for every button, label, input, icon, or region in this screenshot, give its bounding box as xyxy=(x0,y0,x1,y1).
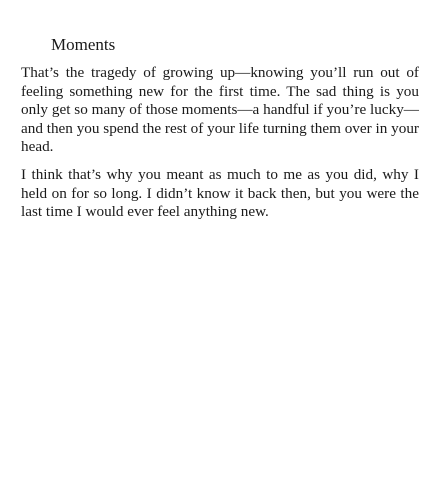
paragraph-2: I think that’s why you meant as much to me as you did, why I held on for so long. I didn’t know it back then, but you were the last time I would ever feel anything new. xyxy=(21,165,419,221)
page-title: Moments xyxy=(51,35,116,54)
body-text xyxy=(21,64,419,231)
paragraph-1: That’s the tragedy of growing up—knowing you’ll run out of feeling something new for the first time. The sad thing is you only get so many of those moments—a handful if you’re lucky—and then you spend the rest of your life turning them over in your head. xyxy=(21,64,419,156)
